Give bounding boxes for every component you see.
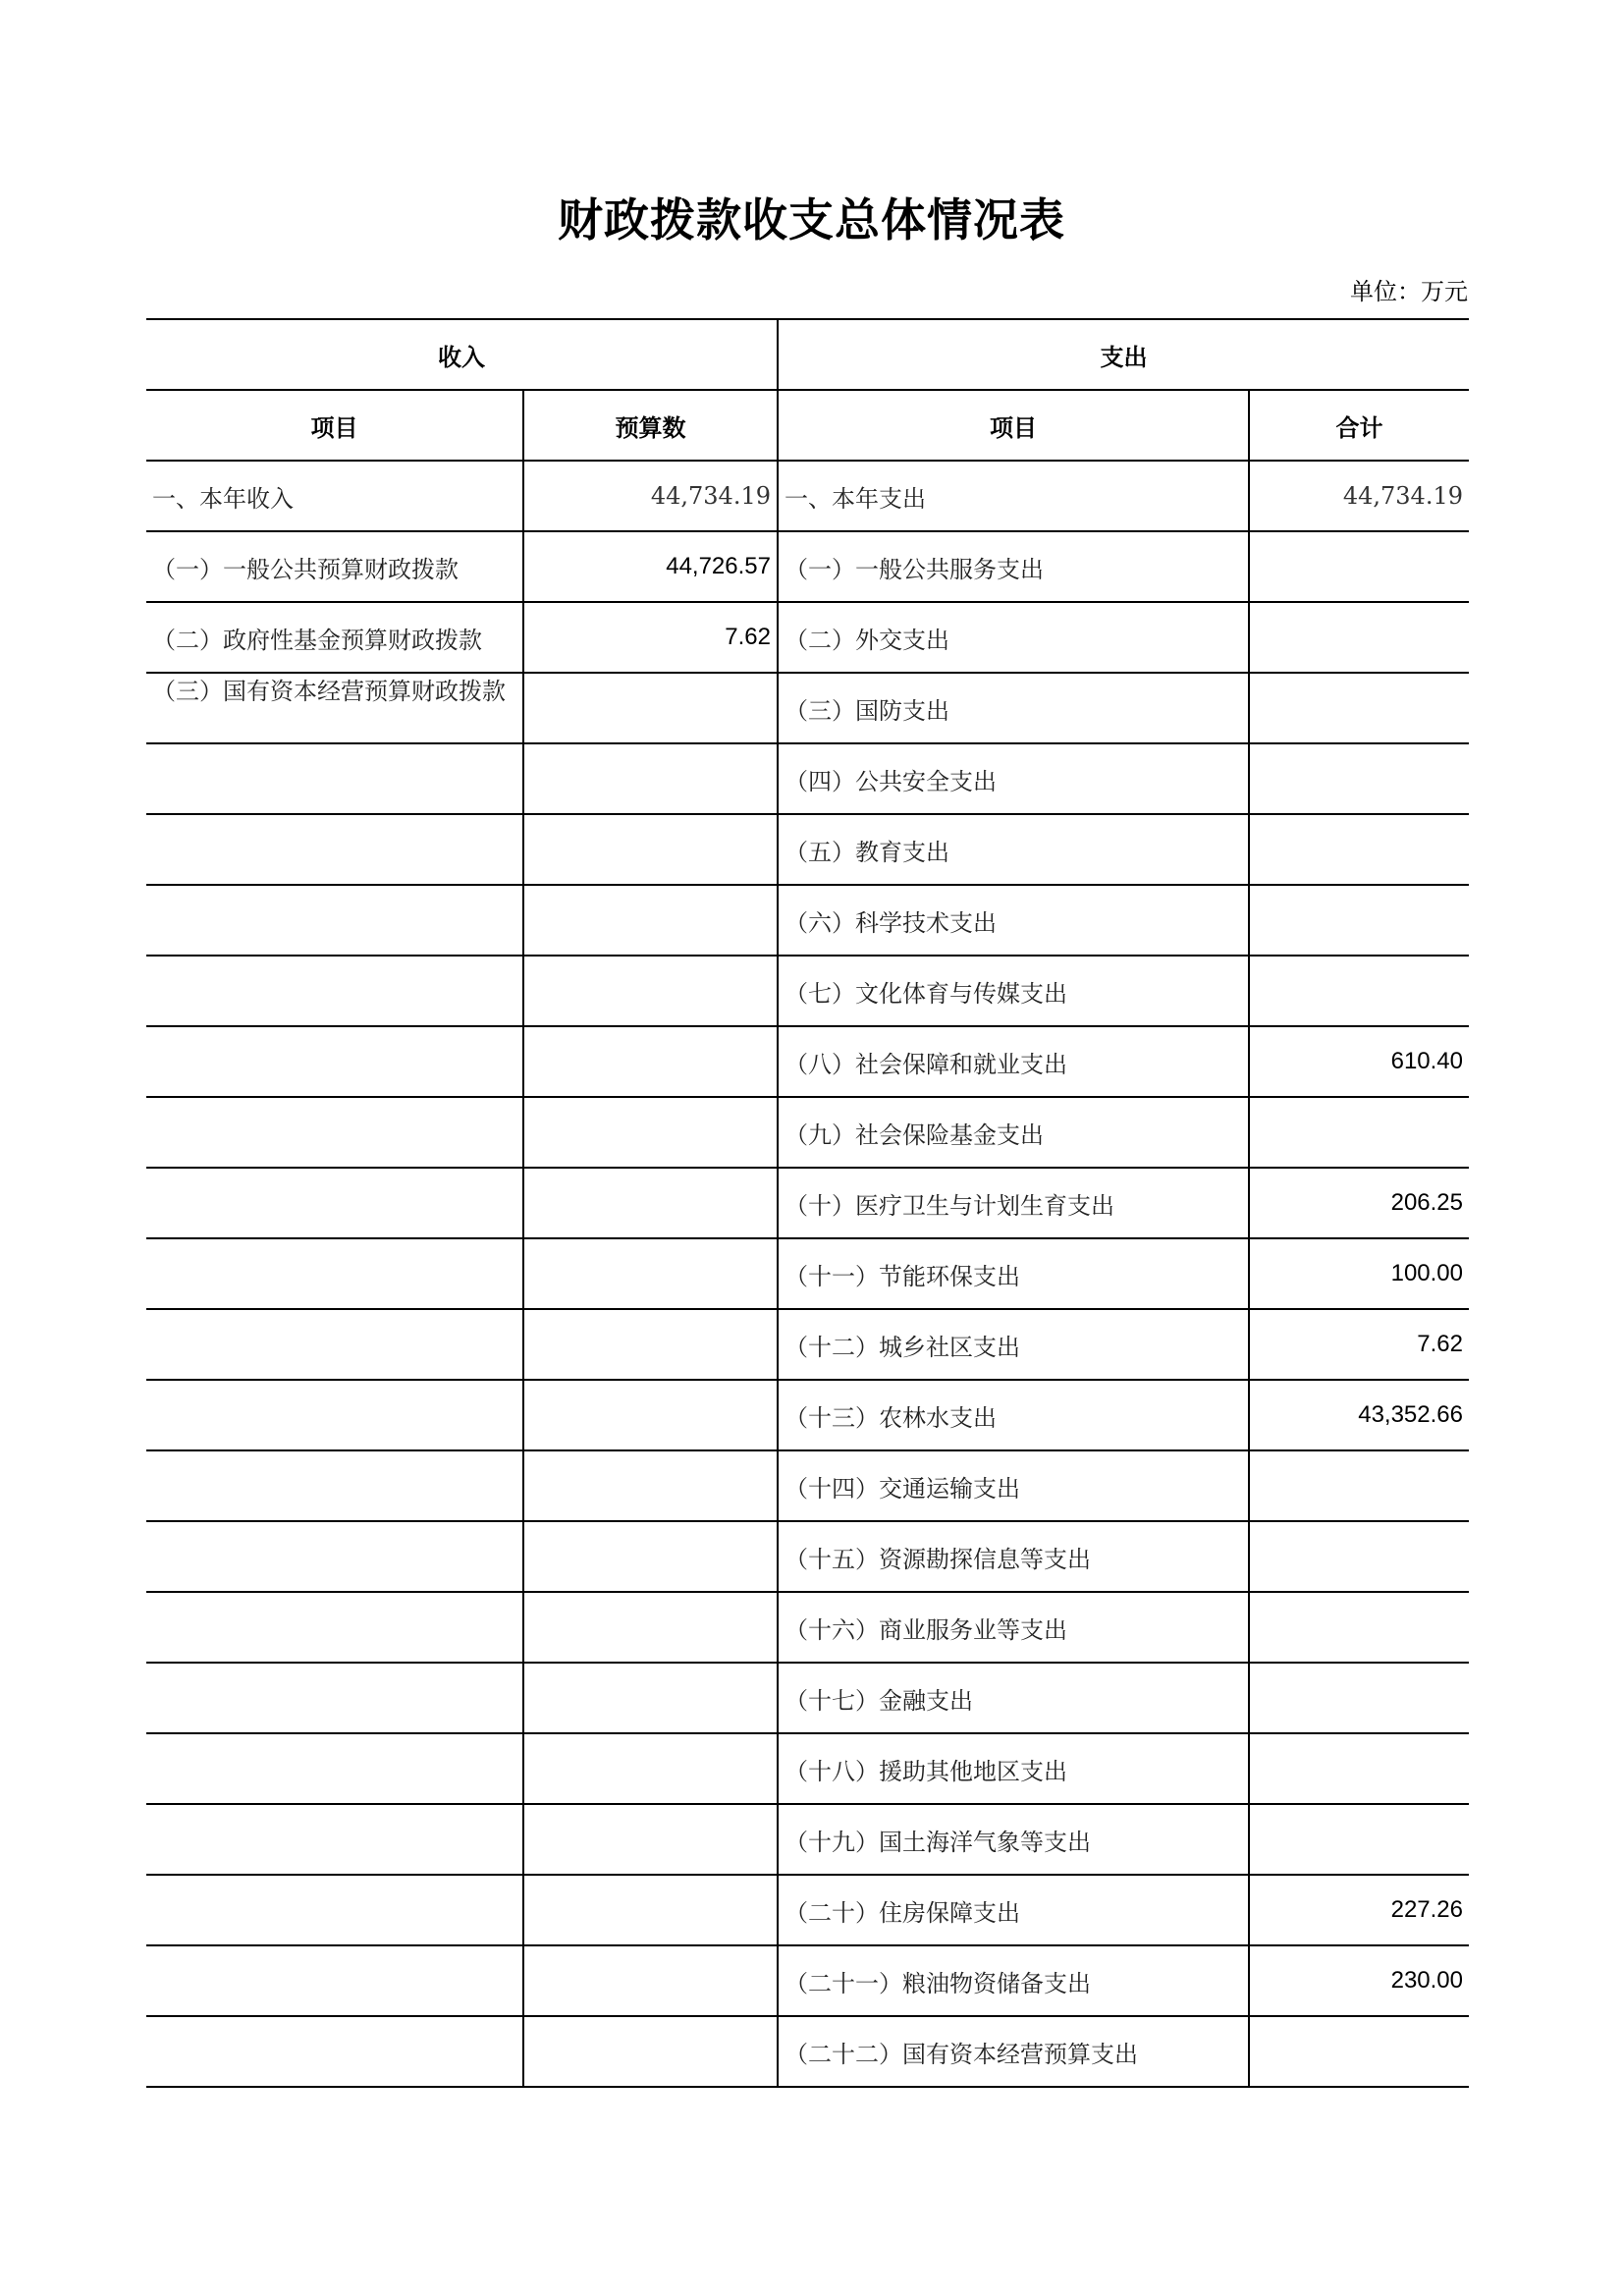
table-body (146, 319, 1469, 2087)
expense-total-header: 合计 (1249, 390, 1469, 461)
expense-value (1249, 1663, 1469, 1733)
table-row (146, 743, 1469, 814)
table-row (146, 1875, 1469, 1945)
income-value (523, 1097, 778, 1168)
budget-table (146, 318, 1469, 2088)
income-item (146, 1097, 523, 1168)
expense-value: 44,734.19 (1249, 461, 1469, 531)
table-row (146, 1026, 1469, 1097)
expense-item: （一）一般公共服务支出 (778, 531, 1249, 602)
income-item (146, 1733, 523, 1804)
expense-value (1249, 1521, 1469, 1592)
expense-value (1249, 1592, 1469, 1663)
income-item (146, 1026, 523, 1097)
expense-value: 100.00 (1249, 1238, 1469, 1309)
income-value (523, 814, 778, 885)
expense-value (1249, 956, 1469, 1026)
income-value (523, 1450, 778, 1521)
expense-item: （七）文化体育与传媒支出 (778, 956, 1249, 1026)
table-row (146, 1238, 1469, 1309)
table-row (146, 956, 1469, 1026)
expense-value (1249, 743, 1469, 814)
income-item-header: 项目 (146, 390, 523, 461)
income-value (523, 1238, 778, 1309)
expense-item: （二十二）国有资本经营预算支出 (778, 2016, 1249, 2087)
expense-item: （十一）节能环保支出 (778, 1238, 1249, 1309)
table-row (146, 1097, 1469, 1168)
income-value (523, 1380, 778, 1450)
table-row (146, 531, 1469, 602)
expense-value: 7.62 (1249, 1309, 1469, 1380)
table-row (146, 602, 1469, 673)
income-item (146, 1238, 523, 1309)
income-value (523, 1945, 778, 2016)
expense-value (1249, 673, 1469, 743)
expense-item: （五）教育支出 (778, 814, 1249, 885)
table-row (146, 885, 1469, 956)
income-value: 44,726.57 (523, 531, 778, 602)
income-header: 收入 (146, 319, 778, 390)
header-row-group (146, 319, 1469, 390)
expense-value (1249, 1804, 1469, 1875)
table-row (146, 1592, 1469, 1663)
expense-value (1249, 602, 1469, 673)
table-row (146, 1168, 1469, 1238)
income-value (523, 2016, 778, 2087)
income-value (523, 1309, 778, 1380)
income-item (146, 1804, 523, 1875)
income-item (146, 1168, 523, 1238)
table-row (146, 1804, 1469, 1875)
expense-item-header: 项目 (778, 390, 1249, 461)
expense-item: （二十一）粮油物资储备支出 (778, 1945, 1249, 2016)
income-item (146, 1380, 523, 1450)
table-row (146, 1733, 1469, 1804)
income-item: 一、本年收入 (146, 461, 523, 531)
table-row (146, 673, 1469, 743)
expense-item: （十八）援助其他地区支出 (778, 1733, 1249, 1804)
expense-value: 230.00 (1249, 1945, 1469, 2016)
page-title: 财政拨款收支总体情况表 (558, 193, 1065, 246)
table-row (146, 1309, 1469, 1380)
expense-value (1249, 814, 1469, 885)
expense-value (1249, 2016, 1469, 2087)
income-value (523, 956, 778, 1026)
table-row (146, 1945, 1469, 2016)
income-item (146, 1450, 523, 1521)
income-item (146, 885, 523, 956)
expense-item: （二十）住房保障支出 (778, 1875, 1249, 1945)
income-budget-header: 预算数 (523, 390, 778, 461)
expense-value (1249, 885, 1469, 956)
expense-item: （十二）城乡社区支出 (778, 1309, 1249, 1380)
table-row (146, 1380, 1469, 1450)
expense-item: （十九）国土海洋气象等支出 (778, 1804, 1249, 1875)
income-item (146, 1592, 523, 1663)
income-value: 7.62 (523, 602, 778, 673)
income-value: 44,734.19 (523, 461, 778, 531)
income-item (146, 1945, 523, 2016)
income-value (523, 1804, 778, 1875)
unit-label: 单位：万元 (1350, 278, 1468, 305)
header-row-columns (146, 390, 1469, 461)
income-value (523, 1168, 778, 1238)
expense-value (1249, 1733, 1469, 1804)
income-item (146, 1663, 523, 1733)
table-row (146, 814, 1469, 885)
expense-item: （二）外交支出 (778, 602, 1249, 673)
income-item (146, 2016, 523, 2087)
income-value (523, 673, 778, 743)
expense-item: （八）社会保障和就业支出 (778, 1026, 1249, 1097)
income-value (523, 1521, 778, 1592)
income-value (523, 1663, 778, 1733)
income-item (146, 743, 523, 814)
expense-value: 43,352.66 (1249, 1380, 1469, 1450)
expense-item: 一、本年支出 (778, 461, 1249, 531)
income-value (523, 1875, 778, 1945)
expense-item: （六）科学技术支出 (778, 885, 1249, 956)
expense-item: （三）国防支出 (778, 673, 1249, 743)
income-item (146, 956, 523, 1026)
income-item: （二）政府性基金预算财政拨款 (146, 602, 523, 673)
income-item (146, 1875, 523, 1945)
income-item: （一）一般公共预算财政拨款 (146, 531, 523, 602)
expense-value (1249, 1097, 1469, 1168)
expense-item: （十七）金融支出 (778, 1663, 1249, 1733)
expense-item: （九）社会保险基金支出 (778, 1097, 1249, 1168)
expense-value (1249, 1450, 1469, 1521)
expense-value: 227.26 (1249, 1875, 1469, 1945)
expense-item: （十四）交通运输支出 (778, 1450, 1249, 1521)
expense-item: （十三）农林水支出 (778, 1380, 1249, 1450)
expense-value (1249, 531, 1469, 602)
table-row (146, 461, 1469, 531)
income-value (523, 885, 778, 956)
income-value (523, 1026, 778, 1097)
expense-item: （四）公共安全支出 (778, 743, 1249, 814)
expense-header: 支出 (778, 319, 1469, 390)
income-item (146, 814, 523, 885)
income-item (146, 1521, 523, 1592)
income-value (523, 1733, 778, 1804)
expense-item: （十五）资源勘探信息等支出 (778, 1521, 1249, 1592)
expense-item: （十）医疗卫生与计划生育支出 (778, 1168, 1249, 1238)
table-row (146, 1450, 1469, 1521)
table-row (146, 1663, 1469, 1733)
expense-value: 610.40 (1249, 1026, 1469, 1097)
expense-item: （十六）商业服务业等支出 (778, 1592, 1249, 1663)
table-row (146, 1521, 1469, 1592)
income-value (523, 1592, 778, 1663)
expense-value: 206.25 (1249, 1168, 1469, 1238)
table-row (146, 2016, 1469, 2087)
income-value (523, 743, 778, 814)
income-item (146, 1309, 523, 1380)
income-item: （三）国有资本经营预算财政拨款 (146, 673, 523, 743)
